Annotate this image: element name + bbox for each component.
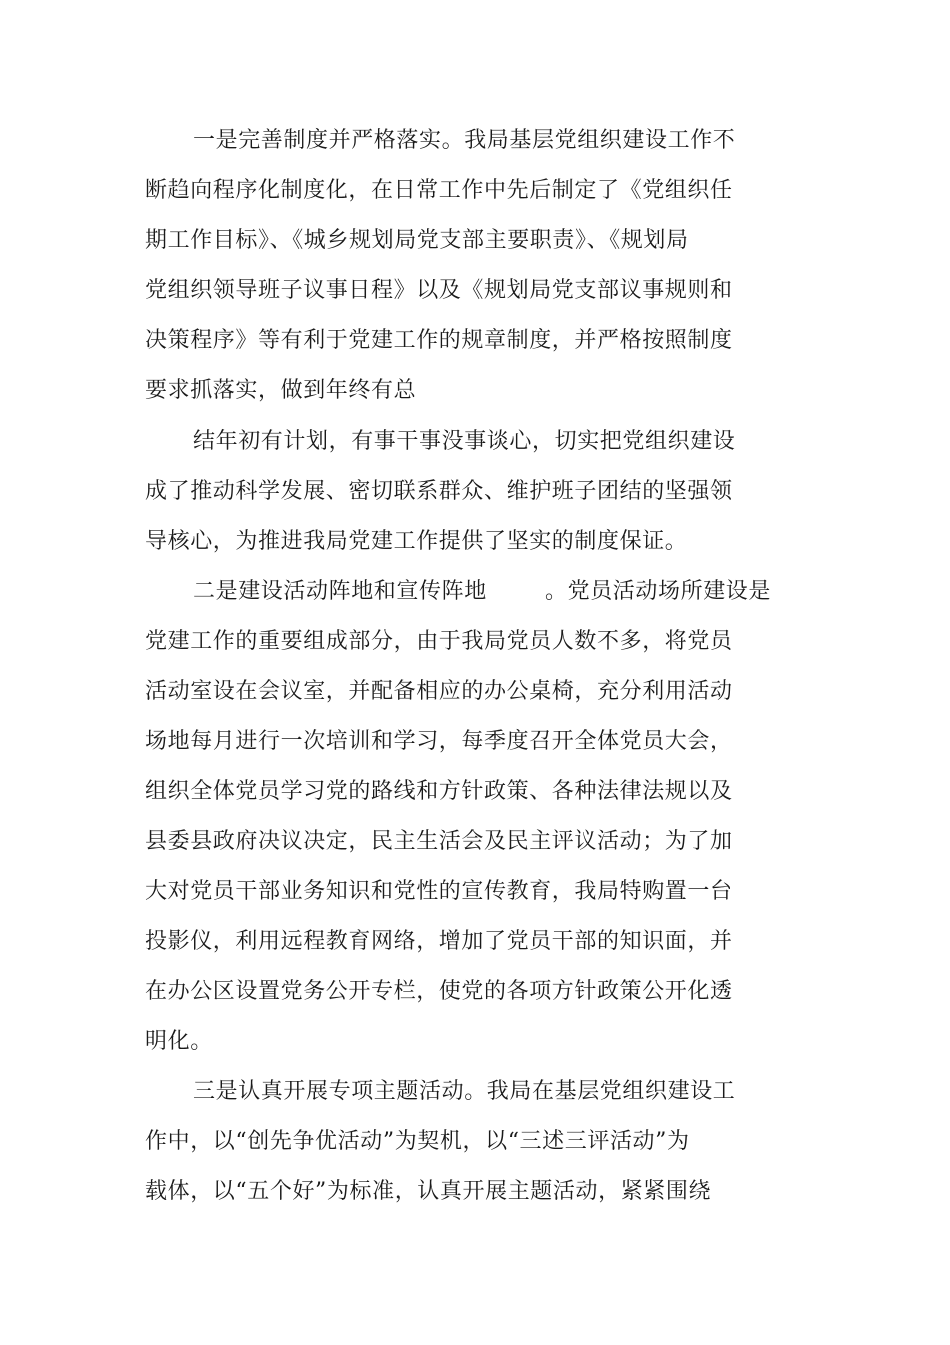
paragraph-2-line-3: 导核心，为推进我局党建工作提供了坚实的制度保证。 (145, 529, 688, 554)
paragraph-3-line-6: 县委县政府决议决定，民主生活会及民主评议活动；为了加 (145, 829, 733, 854)
paragraph-3-line-3: 活动室设在会议室，并配备相应的办公桌椅，充分利用活动 (145, 679, 733, 704)
paragraph-2-line-2: 成了推动科学发展、密切联系群众、维护班子团结的坚强领 (145, 479, 733, 504)
paragraph-1-line-2: 断趋向程序化制度化，在日常工作中先后制定了《党组织任 (145, 178, 733, 203)
paragraph-3-line-7: 大对党员干部业务知识和党性的宣传教育，我局特购置一台 (145, 879, 733, 904)
paragraph-1-line-3: 期工作目标》、《城乡规划局党支部主要职责》、《规划局 (145, 228, 689, 253)
paragraph-3-line-9: 在办公区设置党务公开专栏，使党的各项方针政策公开化透 (145, 979, 733, 1004)
paragraph-3-line-1-tail: 。党员活动场所建设是 (545, 579, 772, 604)
paragraph-3-line-5: 组织全体党员学习党的路线和方针政策、各种法律法规以及 (145, 779, 733, 804)
paragraph-1-line-5: 决策程序》等有利于党建工作的规章制度，并严格按照制度 (145, 328, 733, 353)
paragraph-1-line-6: 要求抓落实，做到年终有总 (145, 378, 417, 403)
paragraph-1-line-1: 一是完善制度并严格落实。我局基层党组织建设工作不 (193, 128, 736, 153)
paragraph-4-line-1: 三是认真开展专项主题活动。我局在基层党组织建设工 (193, 1079, 736, 1104)
paragraph-3-line-4: 场地每月进行一次培训和学习，每季度召开全体党员大会， (145, 729, 733, 754)
paragraph-3-line-2: 党建工作的重要组成部分，由于我局党员人数不多，将党员 (145, 629, 733, 654)
paragraph-2-line-1: 结年初有计划，有事干事没事谈心，切实把党组织建设 (193, 429, 736, 454)
paragraph-3-line-8: 投影仪，利用远程教育网络，增加了党员干部的知识面，并 (145, 929, 733, 954)
paragraph-1-line-4: 党组织领导班子议事日程》以及《规划局党支部议事规则和 (145, 278, 733, 303)
paragraph-3-line-10: 明化。 (145, 1029, 213, 1054)
paragraph-4-line-2: 作中，以“创先争优活动”为契机，以“三述三评活动”为 (145, 1129, 690, 1154)
paragraph-4-line-3: 载体，以“五个好”为标准，认真开展主题活动，紧紧围绕 (145, 1179, 712, 1204)
paragraph-3-line-1-head: 二是建设活动阵地和宣传阵地 (193, 579, 487, 604)
